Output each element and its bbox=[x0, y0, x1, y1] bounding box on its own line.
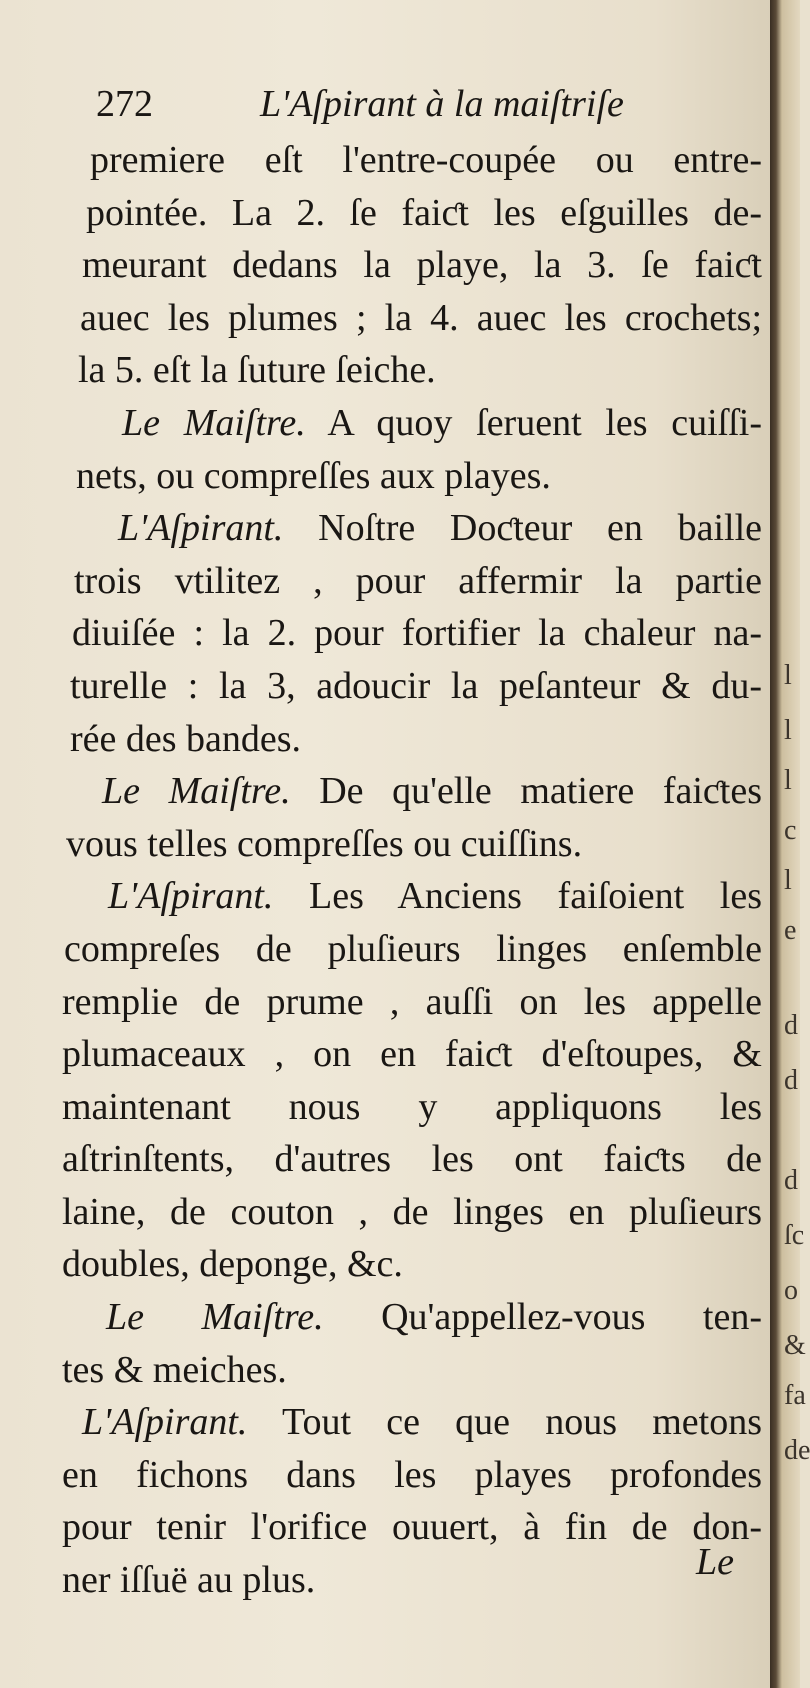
adjacent-fragment: d bbox=[784, 1165, 798, 1196]
adjacent-fragment: l bbox=[784, 765, 792, 796]
adjacent-fragment: l bbox=[784, 715, 792, 746]
text-line: nets, ou compreſſes aux playes. bbox=[76, 454, 551, 497]
dialogue-opening-line bbox=[62, 870, 762, 923]
text-line: doubles, deponge, &c. bbox=[62, 1243, 403, 1286]
adjacent-page-fragments bbox=[784, 0, 810, 1688]
adjacent-fragment: de bbox=[784, 1435, 810, 1466]
text-line: remplie de prume , auſſi on les appelle bbox=[62, 980, 762, 1023]
text-line: auec les plumes ; la 4. auec les crochets; bbox=[80, 296, 762, 339]
adjacent-fragment: c bbox=[784, 815, 797, 846]
speaker-label: Le Maiſtre. bbox=[102, 770, 291, 813]
text-line: pointée. La 2. ſe faiƈt les eſguilles de- bbox=[86, 191, 762, 234]
dialogue-text: De qu'elle matiere faiƈtes bbox=[319, 770, 763, 813]
text-line: premiere eſt l'entre-coupée ou entre- bbox=[90, 139, 762, 181]
catchword: Le bbox=[696, 1541, 734, 1583]
dialogue-opening-line bbox=[62, 502, 762, 555]
adjacent-fragment: d bbox=[784, 1065, 798, 1096]
dialogue-opening-line bbox=[62, 765, 762, 818]
text-line: laine, de couton , de linges en pluſieurs bbox=[62, 1190, 762, 1233]
text-line: plumaceaux , on en faiƈt d'eſtoupes, & bbox=[62, 1033, 762, 1076]
adjacent-fragment: ſc bbox=[784, 1220, 805, 1251]
running-header bbox=[96, 82, 716, 134]
text-line: diuiſée : la 2. pour fortifier la chaleur na- bbox=[72, 612, 762, 655]
text-line: pour tenir l'orifice ouuert, à fin de don- bbox=[62, 1506, 762, 1549]
adjacent-fragment: l bbox=[784, 865, 792, 896]
adjacent-fragment: l bbox=[784, 660, 792, 691]
text-line: trois vtilitez , pour affermir la partie bbox=[74, 559, 762, 602]
page-number: 272 bbox=[96, 83, 153, 125]
adjacent-fragment: & bbox=[784, 1330, 806, 1361]
speaker-label: L'Aſpirant. bbox=[82, 1401, 248, 1444]
text-line: vous telles compreſſes ou cuiſſins. bbox=[66, 822, 583, 865]
dialogue-text: Tout ce que nous metons bbox=[281, 1401, 762, 1444]
dialogue-opening-line bbox=[62, 1396, 762, 1449]
dialogue-text: Qu'appellez-vous ten- bbox=[381, 1296, 763, 1339]
adjacent-fragment: d bbox=[784, 1010, 798, 1041]
speaker-label: L'Aſpirant. bbox=[108, 875, 274, 918]
text-line: meurant dedans la playe, la 3. ſe faiƈt bbox=[82, 244, 762, 287]
text-line: la 5. eſt la ſuture ſeiche. bbox=[78, 349, 436, 392]
text-line: rée des bandes. bbox=[70, 717, 302, 760]
adjacent-fragment: o bbox=[784, 1275, 798, 1306]
dialogue-opening-line bbox=[62, 397, 762, 450]
text-line: tes & meiches. bbox=[62, 1348, 287, 1391]
speaker-label: L'Aſpirant. bbox=[118, 507, 284, 550]
text-line: compreſes de pluſieurs linges enſemble bbox=[64, 927, 762, 970]
page-text bbox=[62, 134, 762, 1607]
text-line: en fichons dans les playes profondes bbox=[62, 1453, 762, 1496]
dialogue-text: A quoy ſeruent les cuiſſi- bbox=[327, 401, 763, 444]
dialogue-text: Les Anciens faiſoient les bbox=[309, 875, 762, 918]
running-title: L'Aſpirant à la maiſtriſe bbox=[260, 83, 624, 125]
dialogue-text: Noſtre Doƈteur en baille bbox=[318, 507, 762, 550]
adjacent-fragment: e bbox=[784, 915, 797, 946]
speaker-label: Le Maiſtre. bbox=[106, 1296, 324, 1339]
adjacent-fragment: fa bbox=[784, 1380, 806, 1411]
dialogue-opening-line bbox=[62, 1291, 762, 1344]
text-line: turelle : la 3, adoucir la peſanteur & du- bbox=[70, 664, 762, 707]
speaker-label: Le Maiſtre. bbox=[122, 401, 306, 444]
text-line: aſtrinſtents, d'autres les ont faiƈts de bbox=[62, 1138, 762, 1181]
text-line: ner iſſuë au plus. bbox=[62, 1559, 316, 1602]
text-line: maintenant nous y appliquons les bbox=[62, 1085, 762, 1128]
